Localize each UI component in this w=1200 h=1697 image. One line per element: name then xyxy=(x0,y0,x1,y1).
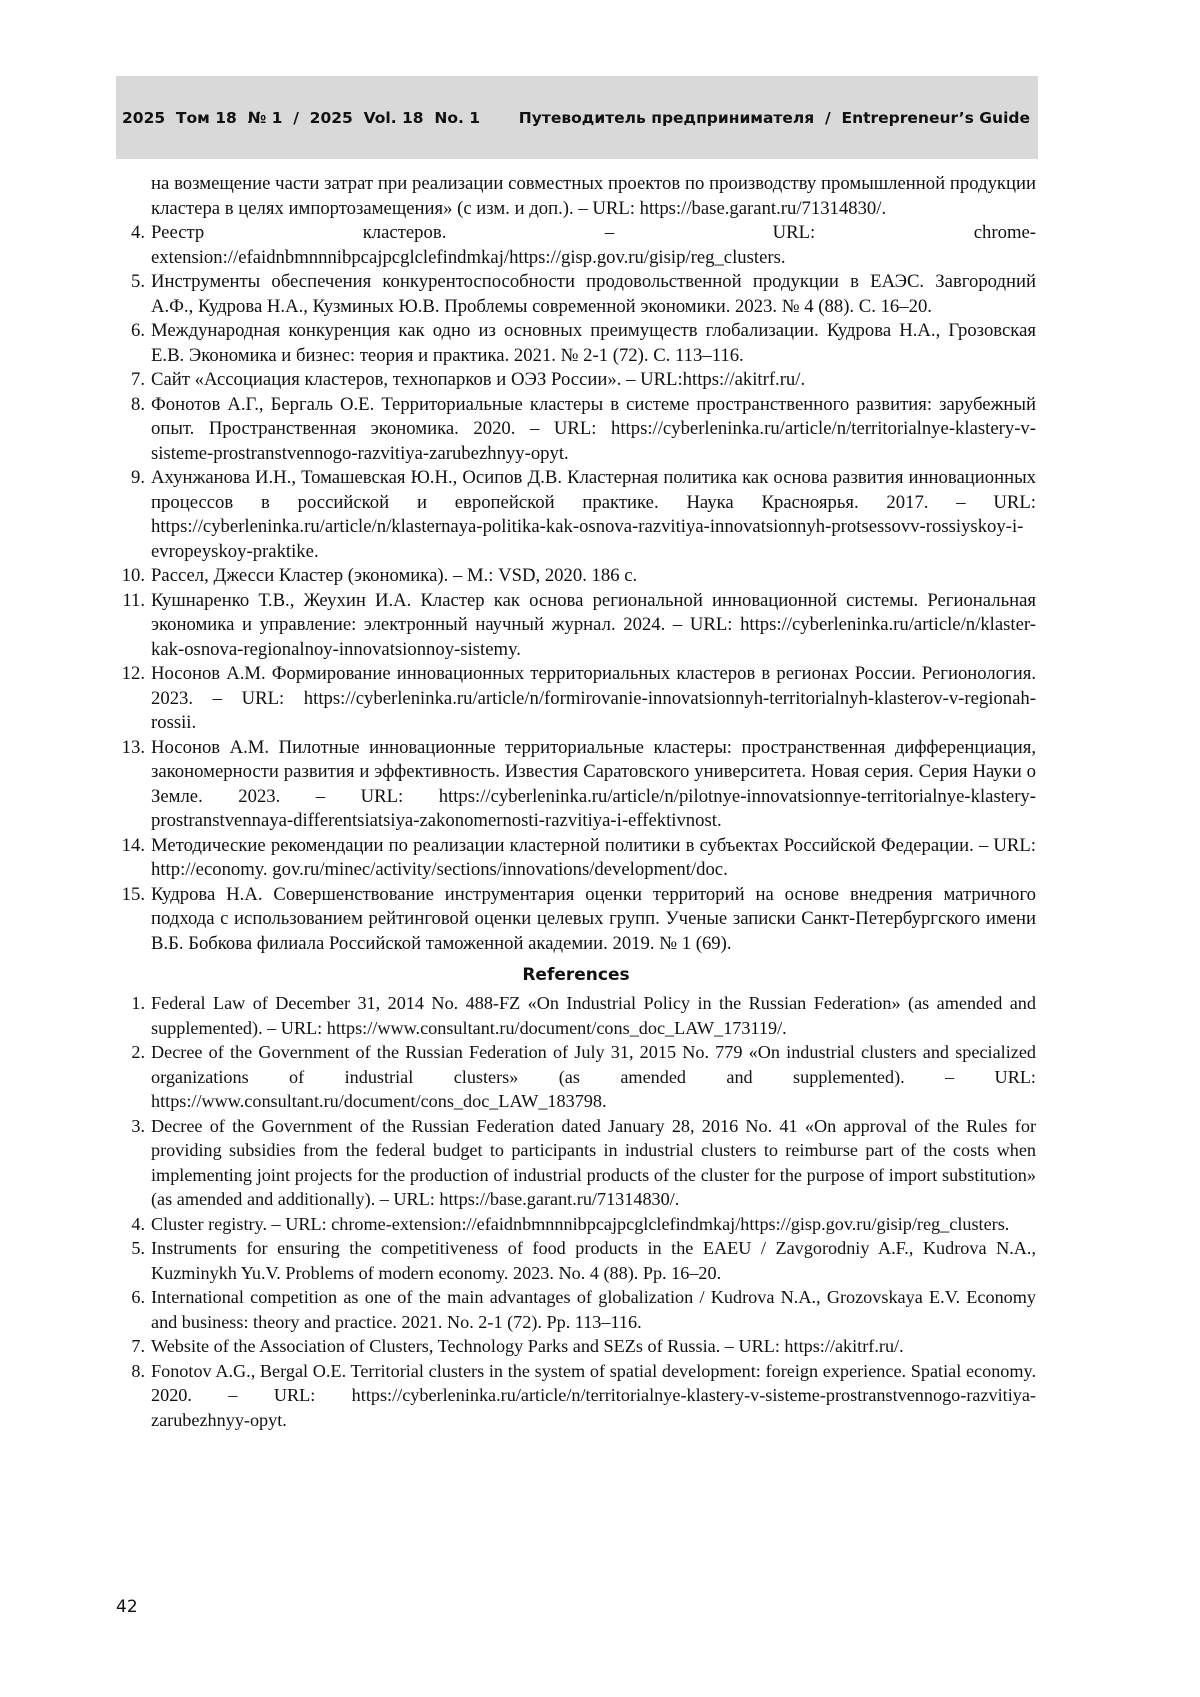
reference-number: 5. xyxy=(116,270,145,295)
reference-text: Носонов А.М. Пилотные инновационные территориальные кластеры: пространственная дифференциация, закономерности развития и эффективность. Известия Саратовского университета. Новая серия. Серия Науки о Земле. 2023. – URL: https://cyberleninka.ru/article/n/pilotnye-innovatsionnye-territorialnye-klastery-prostranstvennaya-differentsiatsiya-zakonomernosti-razvitiya-i-effektivnost. xyxy=(151,737,1036,832)
reference-number: 7. xyxy=(116,368,145,393)
reference-number: 9. xyxy=(116,466,145,491)
reference-number: 13. xyxy=(116,736,145,761)
reference-item xyxy=(116,1236,1036,1285)
reference-number: 11. xyxy=(116,589,145,614)
running-header xyxy=(116,76,1038,159)
reference-number: 3. xyxy=(116,1114,145,1139)
reference-text: Instruments for ensuring the competitiveness of food products in the EAEU / Zavgorodniy A.F., Kudrova N.A., Kuzminykh Yu.V. Problems of modern economy. 2023. No. 4 (88). Pp. 16–20. xyxy=(151,1238,1036,1283)
reference-item xyxy=(116,589,1036,663)
reference-item xyxy=(116,393,1036,467)
reference-text: Международная конкуренция как одно из основных преимуществ глобализации. Кудрова Н.А., Грозовская Е.В. Экономика и бизнес: теория и практика. 2021. № 2-1 (72). С. 113–116. xyxy=(151,320,1036,366)
reference-item xyxy=(116,662,1036,736)
reference-number: 2. xyxy=(116,1040,145,1065)
reference-text: Website of the Association of Clusters, Technology Parks and SEZs of Russia. – URL: https://akitrf.ru/. xyxy=(151,1336,904,1356)
reference-item xyxy=(116,736,1036,834)
reference-text: Носонов А.М. Формирование инновационных территориальных кластеров в регионах России. Регионология. 2023. – URL: https://cyberleninka.ru/article/n/formirovanie-innovatsionnyh-territorialnyh-klasterov-v-regionah-rossii. xyxy=(151,663,1036,733)
reference-item xyxy=(116,1334,1036,1359)
reference-text: Cluster registry. – URL: chrome-extension://efaidnbmnnnibpcajpcglclefindmkaj/https://gisp.gov.ru/gisip/reg_clusters. xyxy=(151,1214,1009,1234)
reference-item xyxy=(116,319,1036,368)
reference-text: Методические рекомендации по реализации кластерной политики в субъектах Российской Федерации. – URL: http://economy. gov.ru/minec/activity/sections/innovations/development/doc. xyxy=(151,835,1036,881)
reference-text: Fonotov A.G., Bergal O.E. Territorial clusters in the system of spatial development: foreign experience. Spatial economy. 2020. – URL: https://cyberleninka.ru/article/n/territorialnye-klastery-v-sisteme-prostranstvennogo-razvitiya-zarubezhnyy-opyt. xyxy=(151,1361,1036,1430)
russian-references xyxy=(116,221,1036,956)
page-number: 42 xyxy=(116,1597,138,1617)
reference-text: Рассел, Джесси Кластер (экономика). – М.: VSD, 2020. 186 с. xyxy=(151,565,637,586)
reference-number: 6. xyxy=(116,319,145,344)
reference-number: 12. xyxy=(116,662,145,687)
reference-item xyxy=(116,834,1036,883)
reference-number: 4. xyxy=(116,1212,145,1237)
reference-item xyxy=(116,270,1036,319)
reference-text: Ахунжанова И.Н., Томашевская Ю.Н., Осипов Д.В. Кластерная политика как основа развития инновационных процессов в российской и европейской практике. Наука Красноярья. 2017. – URL: https://cyberleninka.ru/article/n/klasternaya-politika-kak-osnova-razvitiya-innovatsionnyh-protsessovv-rossiyskoy-i-evropeyskoy-praktike. xyxy=(151,467,1036,562)
reference-item xyxy=(116,1359,1036,1433)
reference-list xyxy=(116,172,1036,1432)
reference-item xyxy=(116,883,1036,957)
reference-text: Инструменты обеспечения конкурентоспособности продовольственной продукции в ЕАЭС. Завгородний А.Ф., Кудрова Н.А., Кузминых Ю.В. Проблемы современной экономики. 2023. № 4 (88). С. 16–20. xyxy=(151,271,1036,317)
english-references xyxy=(116,991,1036,1432)
reference-number: 8. xyxy=(116,1359,145,1384)
references-heading: References xyxy=(116,963,1036,987)
reference-item xyxy=(116,991,1036,1040)
reference-number: 10. xyxy=(116,564,145,589)
reference-text: International competition as one of the main advantages of globalization / Kudrova N.A., Grozovskaya E.V. Economy and business: theory and practice. 2021. No. 2-1 (72). Pp. 113–116. xyxy=(151,1287,1036,1332)
reference-number: 1. xyxy=(116,991,145,1016)
reference-number: 7. xyxy=(116,1334,145,1359)
journal-title: Путеводитель предпринимателя / Entrepreneur’s Guide xyxy=(519,109,1030,127)
reference-number: 5. xyxy=(116,1236,145,1261)
reference-text: Federal Law of December 31, 2014 No. 488-FZ «On Industrial Policy in the Russian Federation» (as amended and supplemented). – URL: https://www.consultant.ru/document/cons_doc_LAW_173119/. xyxy=(151,993,1036,1038)
reference-number: 8. xyxy=(116,393,145,418)
reference-text: Кушнаренко Т.В., Жеухин И.А. Кластер как основа региональной инновационной системы. Региональная экономика и управление: электронный научный журнал. 2024. – URL: https://cyberleninka.ru/article/n/klaster-kak-osnova-regionalnoy-innovatsionnoy-sistemy. xyxy=(151,590,1036,660)
reference-item xyxy=(116,1040,1036,1114)
reference-item xyxy=(116,564,1036,589)
reference-number: 4. xyxy=(116,221,145,246)
reference-item xyxy=(116,1114,1036,1212)
reference-item xyxy=(116,1212,1036,1237)
reference-text: Сайт «Ассоциация кластеров, технопарков и ОЭЗ России». – URL:https://akitrf.ru/. xyxy=(151,369,805,390)
reference-number: 6. xyxy=(116,1285,145,1310)
reference-item xyxy=(116,221,1036,270)
reference-item xyxy=(116,466,1036,564)
reference-text: Кудрова Н.А. Совершенствование инструментария оценки территорий на основе внедрения матричного подхода с использованием рейтинговой оценки целевых групп. Ученые записки Санкт-Петербургского имени В.Б. Бобкова филиала Российской таможенной академии. 2019. № 1 (69). xyxy=(151,884,1036,954)
reference-number: 14. xyxy=(116,834,145,859)
reference-number: 15. xyxy=(116,883,145,908)
reference-text: Фонотов А.Г., Бергаль О.Е. Территориальные кластеры в системе пространственного развития: зарубежный опыт. Пространственная экономика. 2020. – URL: https://cyberleninka.ru/article/n/territorialnye-klastery-v-sisteme-prostranstvennogo-razvitiya-zarubezhnyy-opyt. xyxy=(151,394,1036,464)
reference-item xyxy=(116,368,1036,393)
reference-continuation: на возмещение части затрат при реализации совместных проектов по производству промышленной продукции кластера в целях импортозамещения» (с изм. и доп.). – URL: https://base.garant.ru/71314830/. xyxy=(116,172,1036,221)
reference-text: Decree of the Government of the Russian Federation dated January 28, 2016 No. 41 «On approval of the Rules for providing subsidies from the federal budget to participants in industrial clusters to reimburse part of the costs when implementing joint projects for the production of industrial products of the cluster for the purpose of import substitution» (as amended and additionally). – URL: https://base.garant.ru/71314830/. xyxy=(151,1116,1036,1210)
reference-text: Реестр кластеров. – URL: chrome-extension://efaidnbmnnnibpcajpcglclefindmkaj/https://gisp.gov.ru/gisip/reg_clusters. xyxy=(151,222,1036,268)
reference-text: Decree of the Government of the Russian Federation of July 31, 2015 No. 779 «On industrial clusters and specialized organizations of industrial clusters» (as amended and supplemented). – URL: https://www.consultant.ru/document/cons_doc_LAW_183798. xyxy=(151,1042,1036,1111)
journal-issue: 2025 Том 18 № 1 / 2025 Vol. 18 No. 1 xyxy=(122,109,480,127)
reference-item xyxy=(116,1285,1036,1334)
